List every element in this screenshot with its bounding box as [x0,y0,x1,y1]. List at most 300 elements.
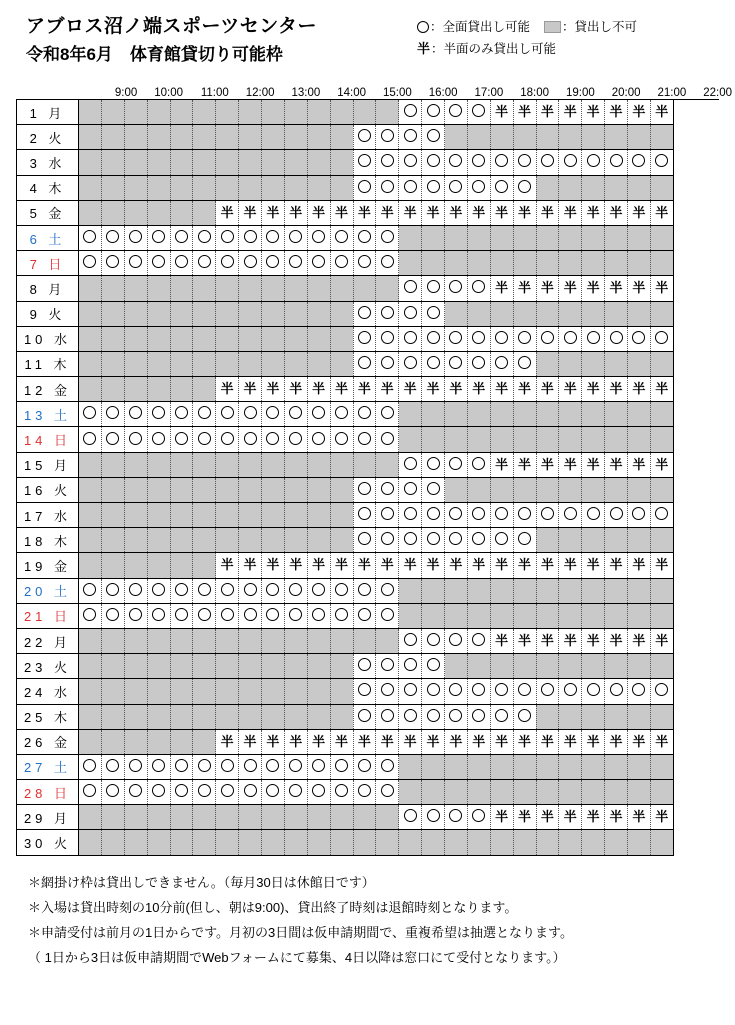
slot-cell[interactable] [650,654,673,679]
slot-cell[interactable] [559,301,582,326]
slot-cell[interactable] [239,654,262,679]
slot-cell[interactable] [307,603,330,628]
slot-cell[interactable] [650,377,673,402]
slot-cell[interactable] [513,251,536,276]
slot-cell[interactable] [536,603,559,628]
slot-cell[interactable] [193,503,216,528]
slot-cell[interactable] [582,150,605,175]
slot-cell[interactable] [376,225,399,250]
slot-cell[interactable] [628,427,651,452]
slot-cell[interactable] [262,780,285,805]
slot-cell[interactable] [262,125,285,150]
slot-cell[interactable] [330,377,353,402]
slot-cell[interactable] [147,150,170,175]
slot-cell[interactable] [536,377,559,402]
slot-cell[interactable] [124,780,147,805]
slot-cell[interactable] [79,276,102,301]
slot-cell[interactable] [445,427,468,452]
slot-cell[interactable] [628,654,651,679]
slot-cell[interactable] [239,628,262,653]
slot-cell[interactable] [239,100,262,125]
slot-cell[interactable] [101,704,124,729]
slot-cell[interactable] [559,628,582,653]
slot-cell[interactable] [628,679,651,704]
slot-cell[interactable] [353,553,376,578]
slot-cell[interactable] [628,251,651,276]
slot-cell[interactable] [284,477,307,502]
slot-cell[interactable] [170,553,193,578]
slot-cell[interactable] [490,452,513,477]
slot-cell[interactable] [307,276,330,301]
slot-cell[interactable] [262,452,285,477]
slot-cell[interactable] [307,402,330,427]
slot-cell[interactable] [101,150,124,175]
slot-cell[interactable] [559,200,582,225]
slot-cell[interactable] [193,754,216,779]
slot-cell[interactable] [445,754,468,779]
slot-cell[interactable] [650,477,673,502]
slot-cell[interactable] [422,830,445,855]
slot-cell[interactable] [101,301,124,326]
slot-cell[interactable] [467,351,490,376]
slot-cell[interactable] [513,679,536,704]
slot-cell[interactable] [101,754,124,779]
slot-cell[interactable] [467,679,490,704]
slot-cell[interactable] [376,100,399,125]
slot-cell[interactable] [467,754,490,779]
slot-cell[interactable] [101,628,124,653]
slot-cell[interactable] [628,402,651,427]
slot-cell[interactable] [101,351,124,376]
slot-cell[interactable] [284,805,307,830]
slot-cell[interactable] [262,200,285,225]
slot-cell[interactable] [239,326,262,351]
slot-cell[interactable] [262,301,285,326]
slot-cell[interactable] [307,654,330,679]
slot-cell[interactable] [262,603,285,628]
slot-cell[interactable] [353,150,376,175]
slot-cell[interactable] [353,351,376,376]
slot-cell[interactable] [605,351,628,376]
slot-cell[interactable] [376,301,399,326]
slot-cell[interactable] [353,427,376,452]
slot-cell[interactable] [536,628,559,653]
slot-cell[interactable] [147,351,170,376]
slot-cell[interactable] [513,704,536,729]
slot-cell[interactable] [79,301,102,326]
slot-cell[interactable] [79,251,102,276]
slot-cell[interactable] [445,100,468,125]
slot-cell[interactable] [353,729,376,754]
slot-cell[interactable] [216,503,239,528]
slot-cell[interactable] [513,276,536,301]
slot-cell[interactable] [193,402,216,427]
slot-cell[interactable] [170,452,193,477]
slot-cell[interactable] [422,805,445,830]
slot-cell[interactable] [605,150,628,175]
slot-cell[interactable] [307,628,330,653]
slot-cell[interactable] [262,830,285,855]
slot-cell[interactable] [307,251,330,276]
slot-cell[interactable] [124,276,147,301]
slot-cell[interactable] [101,276,124,301]
slot-cell[interactable] [536,830,559,855]
slot-cell[interactable] [216,326,239,351]
slot-cell[interactable] [467,830,490,855]
slot-cell[interactable] [445,351,468,376]
slot-cell[interactable] [445,301,468,326]
slot-cell[interactable] [399,175,422,200]
slot-cell[interactable] [650,503,673,528]
slot-cell[interactable] [422,780,445,805]
slot-cell[interactable] [536,704,559,729]
slot-cell[interactable] [284,326,307,351]
slot-cell[interactable] [239,402,262,427]
slot-cell[interactable] [650,780,673,805]
slot-cell[interactable] [170,276,193,301]
slot-cell[interactable] [628,326,651,351]
slot-cell[interactable] [284,351,307,376]
slot-cell[interactable] [490,301,513,326]
slot-cell[interactable] [284,452,307,477]
slot-cell[interactable] [170,503,193,528]
slot-cell[interactable] [422,100,445,125]
slot-cell[interactable] [239,427,262,452]
slot-cell[interactable] [422,679,445,704]
slot-cell[interactable] [399,427,422,452]
slot-cell[interactable] [124,100,147,125]
slot-cell[interactable] [79,402,102,427]
slot-cell[interactable] [445,805,468,830]
slot-cell[interactable] [262,754,285,779]
slot-cell[interactable] [582,654,605,679]
slot-cell[interactable] [445,830,468,855]
slot-cell[interactable] [376,251,399,276]
slot-cell[interactable] [399,402,422,427]
slot-cell[interactable] [650,578,673,603]
slot-cell[interactable] [582,780,605,805]
slot-cell[interactable] [193,225,216,250]
slot-cell[interactable] [170,326,193,351]
slot-cell[interactable] [582,553,605,578]
slot-cell[interactable] [170,402,193,427]
slot-cell[interactable] [101,200,124,225]
slot-cell[interactable] [445,125,468,150]
slot-cell[interactable] [170,805,193,830]
slot-cell[interactable] [353,503,376,528]
slot-cell[interactable] [467,553,490,578]
slot-cell[interactable] [605,175,628,200]
slot-cell[interactable] [170,477,193,502]
slot-cell[interactable] [650,301,673,326]
slot-cell[interactable] [330,326,353,351]
slot-cell[interactable] [284,754,307,779]
slot-cell[interactable] [467,326,490,351]
slot-cell[interactable] [399,679,422,704]
slot-cell[interactable] [536,654,559,679]
slot-cell[interactable] [193,528,216,553]
slot-cell[interactable] [284,503,307,528]
slot-cell[interactable] [582,326,605,351]
slot-cell[interactable] [124,301,147,326]
slot-cell[interactable] [193,377,216,402]
slot-cell[interactable] [307,503,330,528]
slot-cell[interactable] [101,452,124,477]
slot-cell[interactable] [513,301,536,326]
slot-cell[interactable] [628,200,651,225]
slot-cell[interactable] [262,654,285,679]
slot-cell[interactable] [170,251,193,276]
slot-cell[interactable] [467,200,490,225]
slot-cell[interactable] [124,477,147,502]
slot-cell[interactable] [101,679,124,704]
slot-cell[interactable] [353,754,376,779]
slot-cell[interactable] [399,100,422,125]
slot-cell[interactable] [101,503,124,528]
slot-cell[interactable] [170,200,193,225]
slot-cell[interactable] [330,578,353,603]
slot-cell[interactable] [559,780,582,805]
slot-cell[interactable] [582,528,605,553]
slot-cell[interactable] [628,351,651,376]
slot-cell[interactable] [582,427,605,452]
slot-cell[interactable] [422,754,445,779]
slot-cell[interactable] [650,175,673,200]
slot-cell[interactable] [605,477,628,502]
slot-cell[interactable] [353,377,376,402]
slot-cell[interactable] [79,326,102,351]
slot-cell[interactable] [445,402,468,427]
slot-cell[interactable] [399,704,422,729]
slot-cell[interactable] [216,225,239,250]
slot-cell[interactable] [536,225,559,250]
slot-cell[interactable] [605,503,628,528]
slot-cell[interactable] [650,200,673,225]
slot-cell[interactable] [399,628,422,653]
slot-cell[interactable] [124,528,147,553]
slot-cell[interactable] [239,452,262,477]
slot-cell[interactable] [445,251,468,276]
slot-cell[interactable] [147,326,170,351]
slot-cell[interactable] [239,477,262,502]
slot-cell[interactable] [650,553,673,578]
slot-cell[interactable] [490,628,513,653]
slot-cell[interactable] [376,603,399,628]
slot-cell[interactable] [353,200,376,225]
slot-cell[interactable] [124,326,147,351]
slot-cell[interactable] [307,301,330,326]
slot-cell[interactable] [559,805,582,830]
slot-cell[interactable] [307,175,330,200]
slot-cell[interactable] [536,251,559,276]
slot-cell[interactable] [330,427,353,452]
slot-cell[interactable] [216,100,239,125]
slot-cell[interactable] [284,225,307,250]
slot-cell[interactable] [422,704,445,729]
slot-cell[interactable] [147,528,170,553]
slot-cell[interactable] [376,351,399,376]
slot-cell[interactable] [239,251,262,276]
slot-cell[interactable] [536,125,559,150]
slot-cell[interactable] [467,704,490,729]
slot-cell[interactable] [193,805,216,830]
slot-cell[interactable] [513,452,536,477]
slot-cell[interactable] [399,603,422,628]
slot-cell[interactable] [193,729,216,754]
slot-cell[interactable] [559,125,582,150]
slot-cell[interactable] [513,427,536,452]
slot-cell[interactable] [559,175,582,200]
slot-cell[interactable] [445,654,468,679]
slot-cell[interactable] [124,553,147,578]
slot-cell[interactable] [490,528,513,553]
slot-cell[interactable] [101,654,124,679]
slot-cell[interactable] [216,251,239,276]
slot-cell[interactable] [628,528,651,553]
slot-cell[interactable] [490,377,513,402]
slot-cell[interactable] [628,477,651,502]
slot-cell[interactable] [193,477,216,502]
slot-cell[interactable] [605,603,628,628]
slot-cell[interactable] [170,175,193,200]
slot-cell[interactable] [422,427,445,452]
slot-cell[interactable] [376,805,399,830]
slot-cell[interactable] [330,805,353,830]
slot-cell[interactable] [239,351,262,376]
slot-cell[interactable] [628,100,651,125]
slot-cell[interactable] [536,528,559,553]
slot-cell[interactable] [262,628,285,653]
slot-cell[interactable] [559,276,582,301]
slot-cell[interactable] [353,704,376,729]
slot-cell[interactable] [582,679,605,704]
slot-cell[interactable] [422,351,445,376]
slot-cell[interactable] [422,654,445,679]
slot-cell[interactable] [376,780,399,805]
slot-cell[interactable] [330,503,353,528]
slot-cell[interactable] [262,578,285,603]
slot-cell[interactable] [605,377,628,402]
slot-cell[interactable] [628,225,651,250]
slot-cell[interactable] [399,477,422,502]
slot-cell[interactable] [628,503,651,528]
slot-cell[interactable] [536,326,559,351]
slot-cell[interactable] [490,175,513,200]
slot-cell[interactable] [307,729,330,754]
slot-cell[interactable] [536,805,559,830]
slot-cell[interactable] [582,477,605,502]
slot-cell[interactable] [399,301,422,326]
slot-cell[interactable] [628,452,651,477]
slot-cell[interactable] [147,578,170,603]
slot-cell[interactable] [79,175,102,200]
slot-cell[interactable] [216,553,239,578]
slot-cell[interactable] [170,729,193,754]
slot-cell[interactable] [307,200,330,225]
slot-cell[interactable] [216,452,239,477]
slot-cell[interactable] [582,225,605,250]
slot-cell[interactable] [353,301,376,326]
slot-cell[interactable] [124,150,147,175]
slot-cell[interactable] [124,654,147,679]
slot-cell[interactable] [490,654,513,679]
slot-cell[interactable] [101,100,124,125]
slot-cell[interactable] [307,528,330,553]
slot-cell[interactable] [124,427,147,452]
slot-cell[interactable] [262,553,285,578]
slot-cell[interactable] [101,427,124,452]
slot-cell[interactable] [307,704,330,729]
slot-cell[interactable] [422,578,445,603]
slot-cell[interactable] [513,100,536,125]
slot-cell[interactable] [216,578,239,603]
slot-cell[interactable] [650,150,673,175]
slot-cell[interactable] [467,477,490,502]
slot-cell[interactable] [559,326,582,351]
slot-cell[interactable] [422,251,445,276]
slot-cell[interactable] [513,754,536,779]
slot-cell[interactable] [193,150,216,175]
slot-cell[interactable] [216,377,239,402]
slot-cell[interactable] [582,729,605,754]
slot-cell[interactable] [239,225,262,250]
slot-cell[interactable] [216,628,239,653]
slot-cell[interactable] [605,402,628,427]
slot-cell[interactable] [239,377,262,402]
slot-cell[interactable] [239,175,262,200]
slot-cell[interactable] [101,251,124,276]
slot-cell[interactable] [422,326,445,351]
slot-cell[interactable] [170,427,193,452]
slot-cell[interactable] [216,830,239,855]
slot-cell[interactable] [467,402,490,427]
slot-cell[interactable] [536,578,559,603]
slot-cell[interactable] [376,276,399,301]
slot-cell[interactable] [124,679,147,704]
slot-cell[interactable] [445,628,468,653]
slot-cell[interactable] [147,830,170,855]
slot-cell[interactable] [262,477,285,502]
slot-cell[interactable] [193,200,216,225]
slot-cell[interactable] [559,452,582,477]
slot-cell[interactable] [262,729,285,754]
slot-cell[interactable] [513,628,536,653]
slot-cell[interactable] [307,125,330,150]
slot-cell[interactable] [376,125,399,150]
slot-cell[interactable] [353,477,376,502]
slot-cell[interactable] [628,377,651,402]
slot-cell[interactable] [376,830,399,855]
slot-cell[interactable] [307,805,330,830]
slot-cell[interactable] [467,528,490,553]
slot-cell[interactable] [513,603,536,628]
slot-cell[interactable] [445,200,468,225]
slot-cell[interactable] [79,704,102,729]
slot-cell[interactable] [399,830,422,855]
slot-cell[interactable] [284,654,307,679]
slot-cell[interactable] [650,679,673,704]
slot-cell[interactable] [353,276,376,301]
slot-cell[interactable] [79,477,102,502]
slot-cell[interactable] [445,150,468,175]
slot-cell[interactable] [628,754,651,779]
slot-cell[interactable] [79,503,102,528]
slot-cell[interactable] [650,603,673,628]
slot-cell[interactable] [330,200,353,225]
slot-cell[interactable] [353,452,376,477]
slot-cell[interactable] [170,528,193,553]
slot-cell[interactable] [124,578,147,603]
